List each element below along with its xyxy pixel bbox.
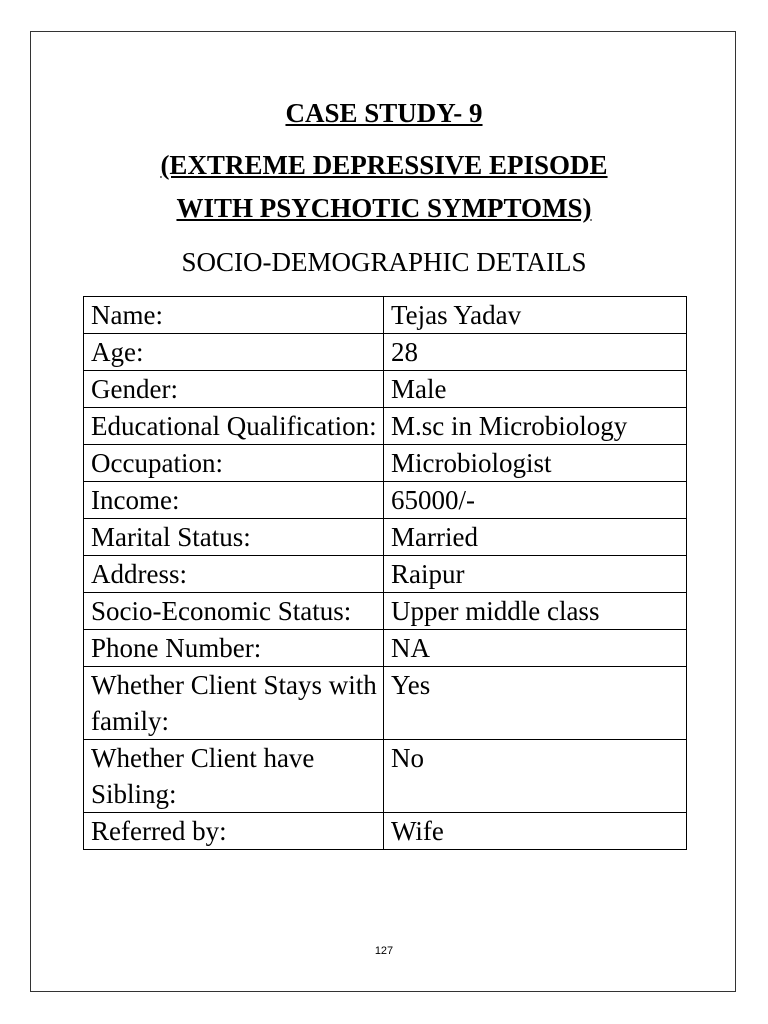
row-label: Gender: (84, 371, 384, 408)
socio-demographic-table (83, 296, 687, 850)
row-value: Married (384, 519, 687, 556)
row-value: No (384, 740, 687, 813)
page-number: 127 (374, 945, 394, 957)
row-label: Age: (84, 334, 384, 371)
row-label: Marital Status: (84, 519, 384, 556)
row-value: 28 (384, 334, 687, 371)
table-row (84, 593, 687, 630)
row-value: Raipur (384, 556, 687, 593)
table-row (84, 482, 687, 519)
table-row (84, 813, 687, 850)
table-row (84, 740, 687, 813)
table-row (84, 445, 687, 482)
table-row (84, 630, 687, 667)
row-value: Wife (384, 813, 687, 850)
row-label: Referred by: (84, 813, 384, 850)
table-row (84, 334, 687, 371)
table-row (84, 556, 687, 593)
diagnosis-title-line-1: (EXTREME DEPRESSIVE EPISODE (160, 150, 608, 180)
row-label: Name: (84, 297, 384, 334)
row-value: NA (384, 630, 687, 667)
row-label: Educational Qualification: (84, 408, 384, 445)
section-title: SOCIO-DEMOGRAPHIC DETAILS (181, 247, 587, 277)
row-label: Occupation: (84, 445, 384, 482)
row-value: 65000/- (384, 482, 687, 519)
row-value: Upper middle class (384, 593, 687, 630)
diagnosis-title-line-2: WITH PSYCHOTIC SYMPTOMS) (176, 193, 592, 223)
table-row (84, 371, 687, 408)
row-label: Income: (84, 482, 384, 519)
row-label: Address: (84, 556, 384, 593)
row-value: Tejas Yadav (384, 297, 687, 334)
table-row (84, 519, 687, 556)
row-value: M.sc in Microbiology (384, 408, 687, 445)
row-label: Whether Client have Sibling: (84, 740, 384, 813)
table-row (84, 297, 687, 334)
table-row (84, 667, 687, 740)
row-label: Whether Client Stays with family: (84, 667, 384, 740)
row-value: Yes (384, 667, 687, 740)
row-value: Microbiologist (384, 445, 687, 482)
row-label: Socio-Economic Status: (84, 593, 384, 630)
table-row (84, 408, 687, 445)
case-study-title: CASE STUDY- 9 (285, 98, 483, 128)
row-label: Phone Number: (84, 630, 384, 667)
row-value: Male (384, 371, 687, 408)
